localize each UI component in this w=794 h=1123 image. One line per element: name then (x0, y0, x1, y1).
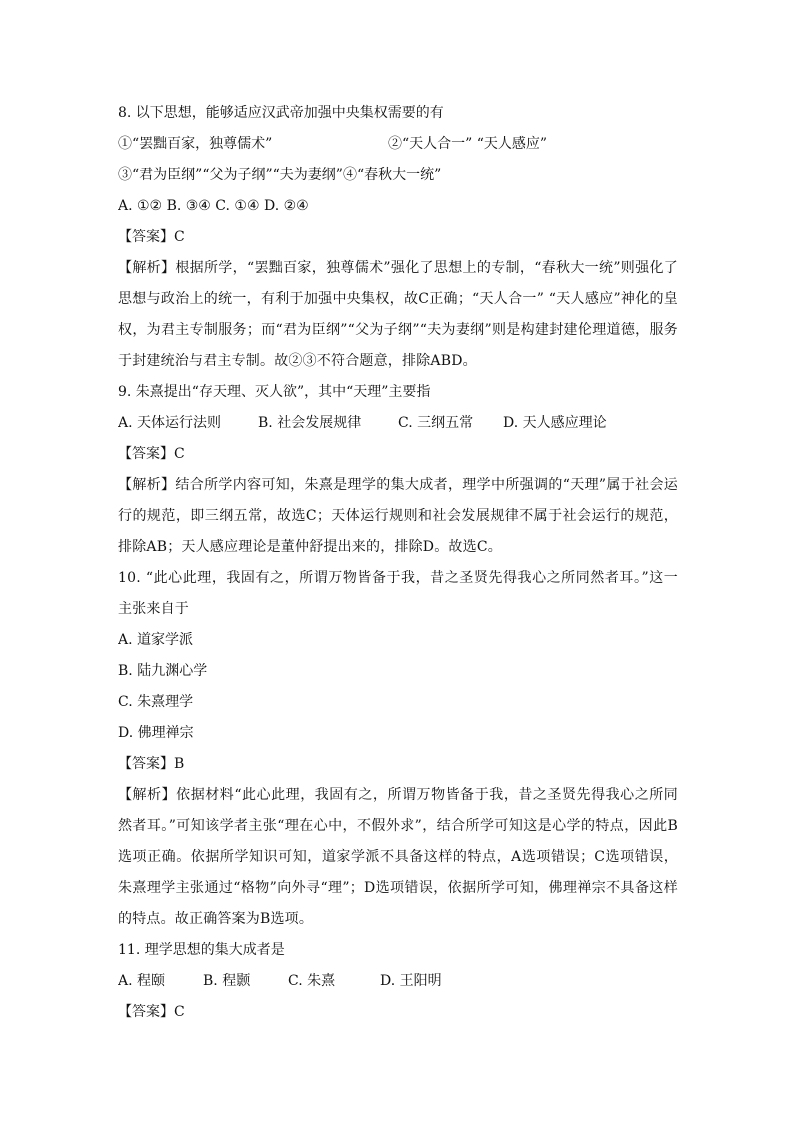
q9-answer: 【答案】C (118, 446, 185, 462)
q9-option-a: A. 天体运行法则 (118, 415, 222, 431)
q11-stem: 11. 理学思想的集大成者是 (118, 942, 285, 958)
q10-option-d: D. 佛理禅宗 (118, 725, 194, 741)
q11-option-c: C. 朱熹 (288, 973, 336, 989)
q10-option-a: A. 道家学派 (118, 632, 194, 648)
q10-option-b: B. 陆九渊心学 (118, 663, 208, 679)
q9-analysis: 【解析】结合所学内容可知，朱熹是理学的集大成者，理学中所强调的“天理”属于社会运行的规范，即三纲五常，故选C；天体运行规则和社会发展规律不属于社会运行的规范，排除AB；天人感应理论是董仲舒提出来的，排除D。故选C。 (118, 477, 678, 555)
q9-option-b: B. 社会发展规律 (258, 415, 362, 431)
q9-options (118, 408, 678, 439)
q11-options (118, 966, 678, 997)
q9-option-c: C. 三纲五常 (398, 415, 474, 431)
q8-stem: 8. 以下思想，能够适应汉武帝加强中央集权需要的有 (118, 105, 444, 121)
q10-analysis: 【解析】依据材料“此心此理，我固有之，所谓万物皆备于我，昔之圣贤先得我心之所同然者耳。”可知该学者主张“理在心中，不假外求”，结合所学可知这是心学的特点，因此B选项正确。依据所学知识可知，道家学派不具备这样的特点，A选项错误；C选项错误，朱熹理学主张通过“格物”向外寻“理”；D选项错误，依据所学可知，佛理禅宗不具备这样的特点。故正确答案为B选项。 (118, 787, 678, 927)
q11-option-b: B. 程颢 (203, 973, 251, 989)
q8-items-row-1 (118, 129, 678, 160)
document-page (118, 98, 678, 1028)
q8-answer: 【答案】C (118, 229, 185, 245)
q10-stem: 10. “此心此理，我固有之，所谓万物皆备于我，昔之圣贤先得我心之所同然者耳。”这一主张来自于 (118, 570, 678, 617)
q8-item-2: ②“天人合一” “天人感应” (388, 136, 548, 152)
q8-items-row-2: ③“君为臣纲”“父为子纲”“夫为妻纲”④“春秋大一统” (118, 167, 442, 183)
q10-option-c: C. 朱熹理学 (118, 694, 194, 710)
q8-analysis: 【解析】根据所学，“罢黜百家，独尊儒术”强化了思想上的专制，“春秋大一统”则强化了思想与政治上的统一，有利于加强中央集权，故C正确；“天人合一” “天人感应”神化的皇权，为君主专制服务；而“君为臣纲”“父为子纲”“夫为妻纲”则是构建封建伦理道德，服务于封建统治与君主专制。故②③不符合题意，排除ABD。 (118, 260, 678, 369)
q11-answer: 【答案】C (118, 1004, 185, 1020)
q11-option-d: D. 王阳明 (380, 973, 442, 989)
q10-answer: 【答案】B (118, 756, 185, 772)
q9-option-d: D. 天人感应理论 (503, 415, 607, 431)
q9-stem: 9. 朱熹提出“存天理、灭人欲”，其中“天理”主要指 (118, 384, 431, 400)
q8-item-1: ①“罢黜百家，独尊儒术” (118, 136, 273, 152)
q11-option-a: A. 程颐 (118, 973, 166, 989)
q8-options: A. ①② B. ③④ C. ①④ D. ②④ (118, 198, 309, 214)
